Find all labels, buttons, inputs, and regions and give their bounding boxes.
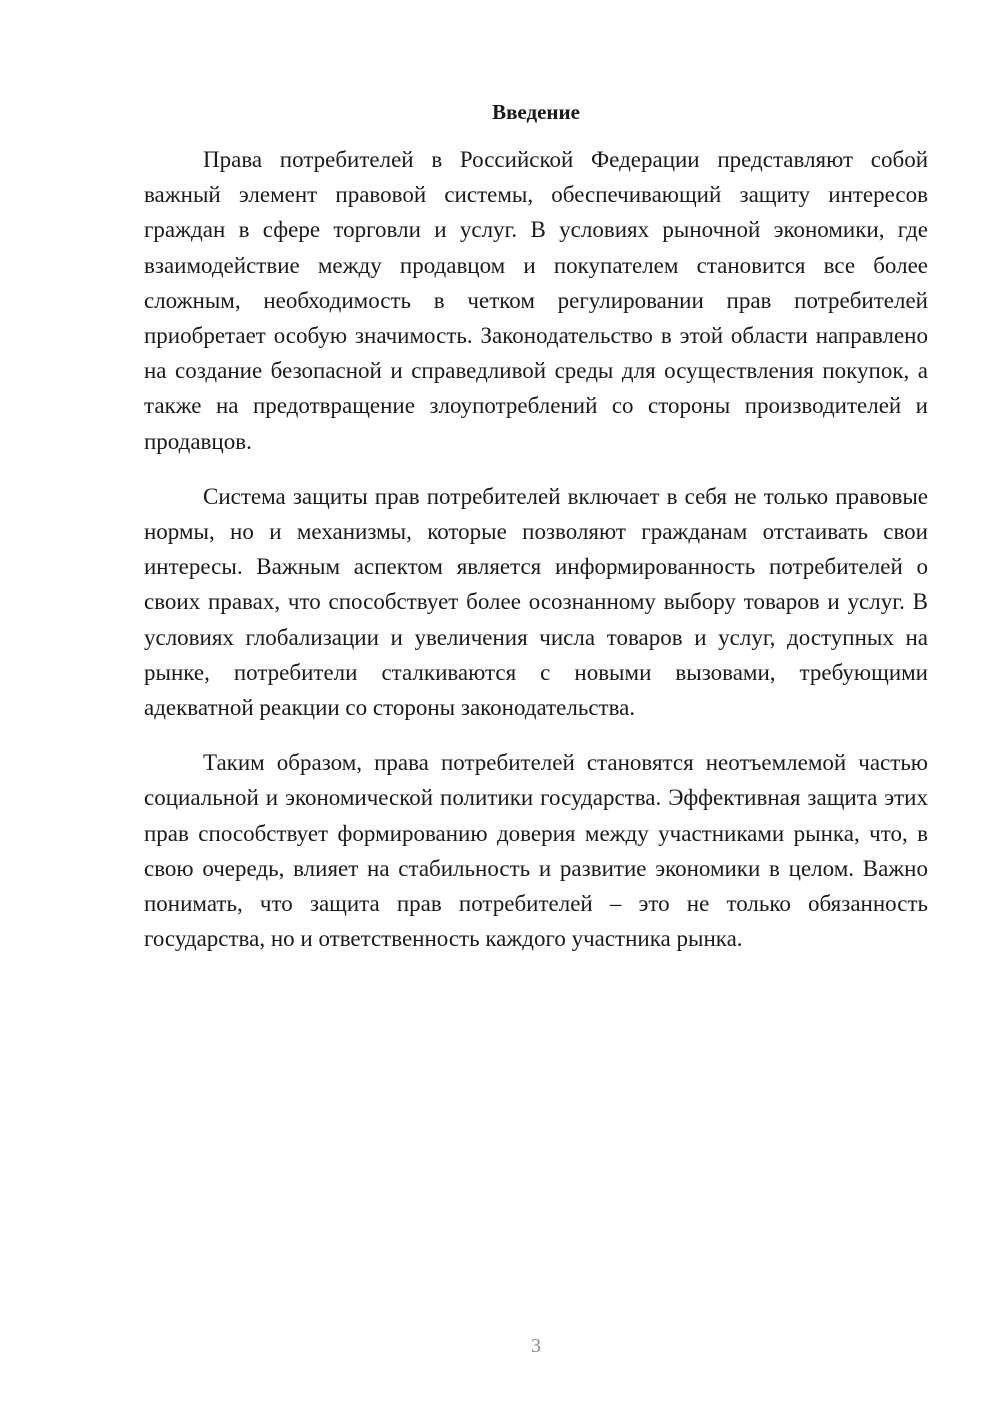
page-number: 3 [531, 1335, 541, 1357]
paragraph-2: Система защиты прав потребителей включает в себя не только правовые нормы, но и механизмы, которые позволяют гражданам отстаивать свои интересы. Важным аспектом является информированность потребителей о своих правах, что способствует более осознанному выбору товаров и услуг. В условиях глобализации и увеличения числа товаров и услуг, доступных на рынке, потребители сталкиваются с новыми вызовами, требующими адекватной реакции со стороны законодательства. [144, 483, 928, 721]
body-text [144, 142, 928, 956]
section-title: Введение [492, 100, 580, 124]
paragraph-1: Права потребителей в Российской Федерации представляют собой важный элемент правовой системы, обеспечивающий защиту интересов граждан в сфере торговли и услуг. В условиях рыночной экономики, где взаимодействие между продавцом и покупателем становится все более сложным, необходимость в четком регулировании прав потребителей приобретает особую значимость. Законодательство в этой области направлено на создание безопасной и справедливой среды для осуществления покупок, а также на предотвращение злоупотреблений со стороны производителей и продавцов. [144, 147, 928, 454]
paragraph-3: Таким образом, права потребителей становятся неотъемлемой частью социальной и экономической политики государства. Эффективная защита этих прав способствует формированию доверия между участниками рынка, что, в свою очередь, влияет на стабильность и развитие экономики в целом. Важно понимать, что защита прав потребителей – это не только обязанность государства, но и ответственность каждого участника рынка. [144, 750, 928, 952]
